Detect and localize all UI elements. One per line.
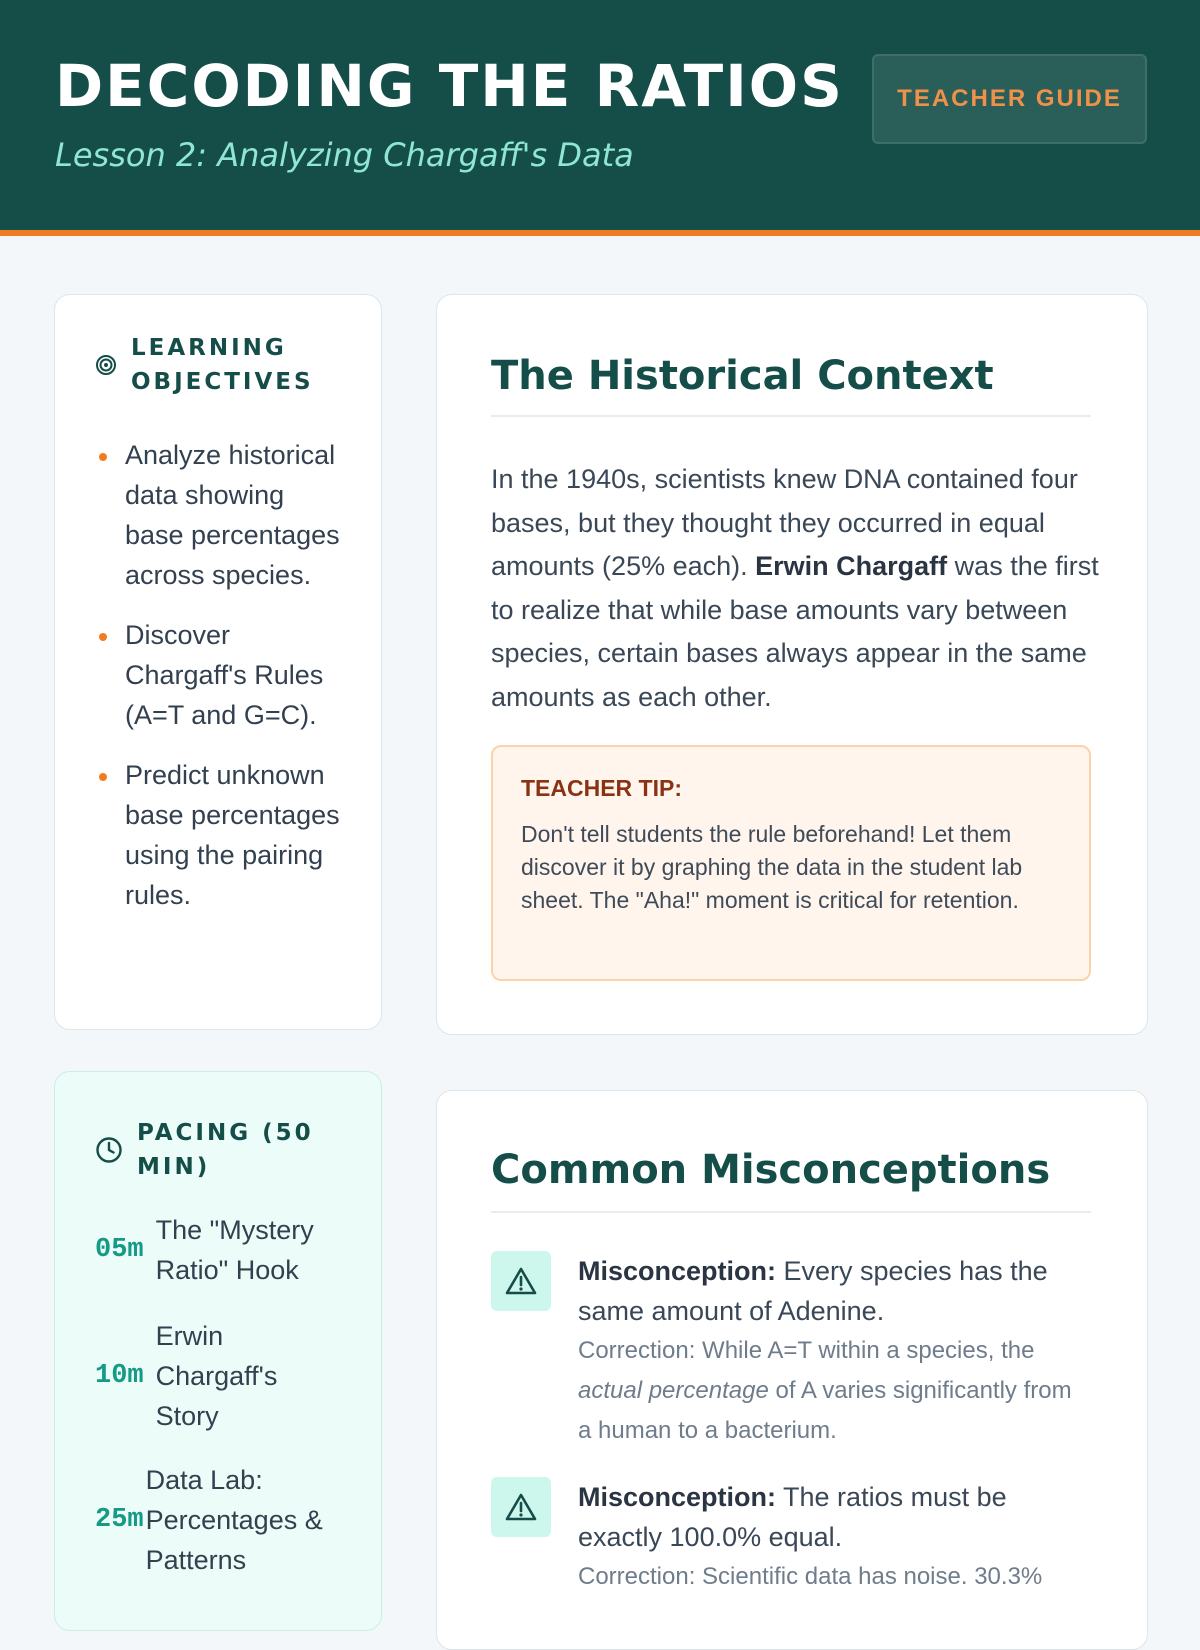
pacing-label: Erwin Chargaff's Story: [155, 1321, 278, 1431]
pacing-label: The "Mystery Ratio" Hook: [155, 1215, 314, 1285]
chargaff-name: Erwin Chargaff: [755, 551, 948, 581]
divider: [491, 415, 1091, 417]
misconceptions-card: [436, 1090, 1148, 1650]
warning-icon: [491, 1251, 551, 1311]
bullet-icon: [99, 453, 107, 461]
target-icon: [95, 354, 117, 376]
objectives-heading-line1: LEARNING: [131, 335, 287, 361]
tip-text: Don't tell students the rule beforehand! Let them discover it by graphing the data in the student lab sheet. The "Aha!" moment is critical for retention.: [521, 821, 1023, 913]
objective-item: Analyze historical data showing base percentages across species.: [95, 435, 345, 595]
learning-objectives-card: [54, 294, 382, 1030]
page-header: [0, 0, 1200, 236]
history-paragraph: In the 1940s, scientists knew DNA contained four bases, but they thought they occurred in equal amounts (25% each). Erwin Chargaff was the first to realize that while base amounts vary between species, certain bases always appear in the same amounts as each other.: [491, 464, 1099, 712]
section-title: Common Misconceptions: [491, 1147, 1051, 1193]
pacing-item: [95, 1460, 346, 1580]
pacing-heading-line1: PACING (50: [137, 1120, 314, 1146]
teacher-tip-box: [491, 745, 1091, 981]
lesson-subtitle: Lesson 2: Analyzing Chargaff's Data: [55, 136, 634, 174]
section-title: The Historical Context: [491, 353, 994, 399]
objectives-list: [95, 435, 345, 935]
objectives-heading-line2: OBJECTIVES: [131, 369, 314, 395]
pacing-item: [95, 1316, 306, 1436]
objective-item: Predict unknown base percentages using the pairing rules.: [95, 755, 345, 915]
page-title: DECODING THE RATIOS: [55, 52, 844, 120]
teacher-guide-button[interactable]: TEACHER GUIDE: [872, 54, 1147, 144]
correction-text: Correction: While A=T within a species, the actual percentage of A varies significantly from a human to a bacterium.: [578, 1337, 1072, 1444]
warning-icon: [491, 1477, 551, 1537]
misconception-text: Misconception: Every species has the same amount of Adenine.: [578, 1256, 1048, 1326]
bullet-icon: [99, 773, 107, 781]
pacing-time: 10m: [95, 1361, 144, 1391]
correction-text: Correction: Scientific data has noise. 30.3%: [578, 1563, 1043, 1590]
pacing-heading-line2: MIN): [137, 1154, 211, 1180]
divider: [491, 1211, 1091, 1213]
pacing-card: [54, 1071, 382, 1631]
clock-icon: [95, 1136, 123, 1164]
pacing-label: Data Lab: Percentages & Patterns: [145, 1465, 323, 1575]
pacing-heading: [95, 1116, 314, 1184]
pacing-time: 25m: [95, 1505, 144, 1535]
misconception-text: Misconception: The ratios must be exactly 100.0% equal.: [578, 1482, 1007, 1552]
pacing-time: 05m: [95, 1235, 144, 1265]
bullet-icon: [99, 633, 107, 641]
pacing-item: [95, 1210, 336, 1290]
objectives-heading: [95, 331, 314, 399]
objective-item: Discover Chargaff's Rules (A=T and G=C).: [95, 615, 345, 735]
tip-heading: TEACHER TIP:: [521, 775, 682, 801]
historical-context-card: [436, 294, 1148, 1035]
